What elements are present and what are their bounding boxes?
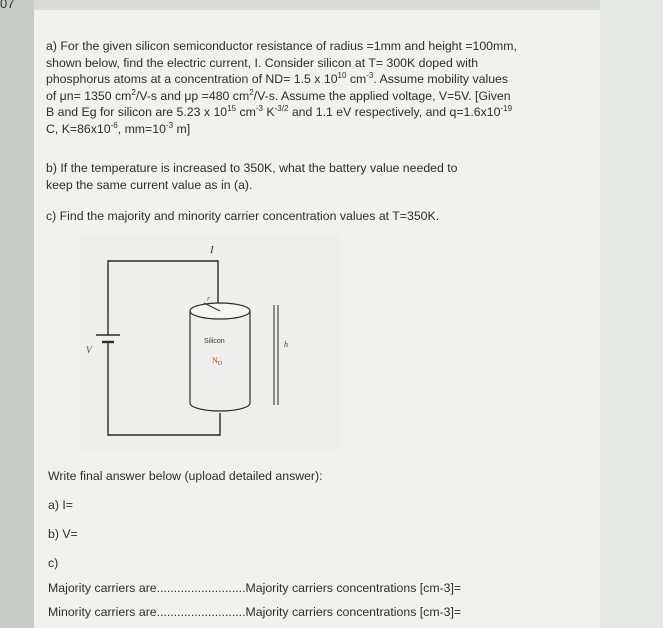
- question-b-line1: b) If the temperature is increased to 350K, what the battery value needed to: [46, 161, 458, 175]
- radius-label: r: [207, 294, 211, 303]
- majority-carriers-row: [48, 580, 461, 597]
- question-c: c) Find the majority and minority carrier concentration values at T=350K.: [46, 209, 440, 223]
- question-a-line3: phosphorus atoms at a concentration of ND= 1.5 x $10^{10}$ $cm^{-3}$. Assume mobility values: [46, 71, 509, 86]
- question-a: [46, 38, 517, 137]
- question-a-line6: C, $K=86x10^{-6}$, $mm=10^{-3}$ m]: [46, 120, 191, 136]
- doping-label: $N_D$: [212, 356, 223, 367]
- answer-prompt: Write final answer below (upload detailed answer):: [48, 469, 323, 483]
- voltage-label: V: [86, 345, 92, 355]
- question-a-line2: shown below, find the electric current, I. Consider silicon at T= 300K doped with: [46, 55, 479, 70]
- majority-concentration-label: Majority carriers concentrations [cm-3]=: [245, 581, 462, 595]
- question-b-line2: keep the same current value as in (a).: [46, 177, 253, 192]
- question-a-line5: B and Eg for silicon are 5.23 x $10^{15}$ $cm^{-3}$ $K^{-3/2}$ and 1.1 eV respectively, and $q=1.6x10^{-19}$: [46, 104, 513, 119]
- question-a-line4: of μn= 1350 $cm^2/V-s$ and μp =480 $cm^2/V-s$. Assume the applied voltage, V=5V. [Given: [46, 87, 511, 103]
- question-a-line1: a) For the given silicon semiconductor resistance of radius =1mm and height =100mm,: [46, 39, 517, 53]
- minority-carriers-blank[interactable]: ..........................: [156, 605, 246, 619]
- answer-b-label: b) V=: [48, 527, 78, 541]
- answer-c-label: c): [48, 556, 59, 570]
- minority-carriers-row: [48, 604, 461, 621]
- majority-carriers-label: Majority carriers are: [48, 581, 157, 595]
- page-number: 07: [0, 0, 15, 11]
- background-right: [600, 0, 663, 628]
- majority-carriers-blank[interactable]: ..........................: [156, 581, 246, 595]
- question-b: [46, 160, 458, 193]
- circuit-diagram: [80, 235, 340, 450]
- silicon-label: Silicon: [204, 338, 225, 345]
- height-label: h: [284, 340, 288, 349]
- answer-a-label: a) I=: [48, 498, 73, 512]
- minority-carriers-label: Minority carriers are: [48, 605, 157, 619]
- background-left: [0, 0, 34, 628]
- current-label: I: [210, 244, 214, 256]
- minority-concentration-label: Majority carriers concentrations [cm-3]=: [245, 605, 462, 619]
